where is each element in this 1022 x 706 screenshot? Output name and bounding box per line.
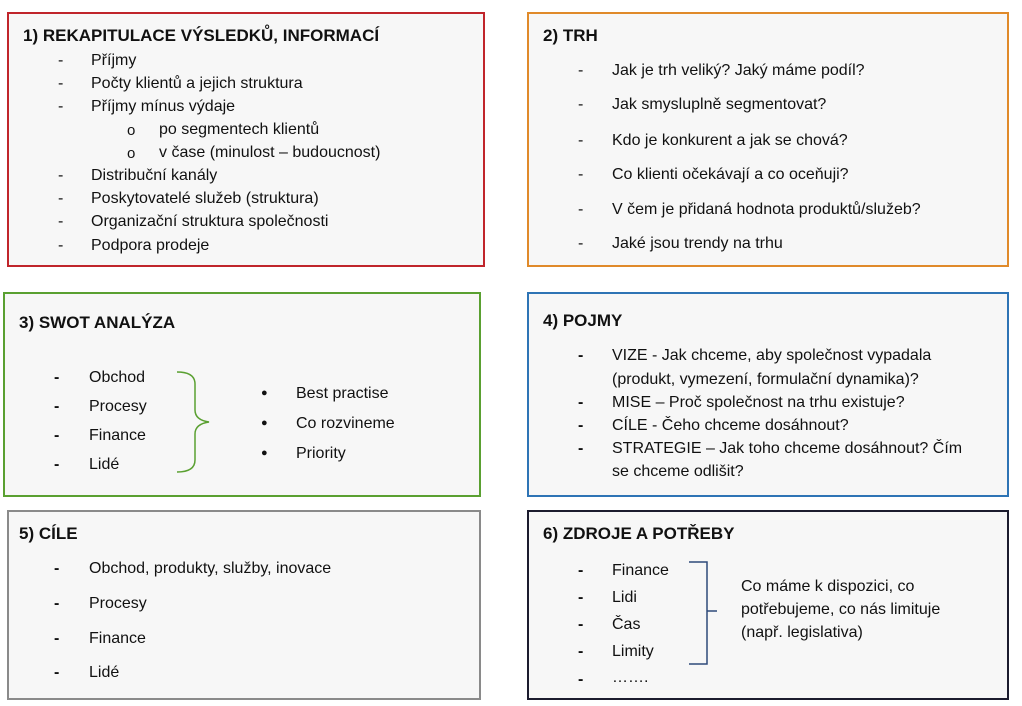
list-item: Obchod, produkty, služby, inovace xyxy=(89,560,332,577)
dash-glyph: - xyxy=(578,166,584,183)
term-line: MISE – Proč společnost na trhu existuje? xyxy=(612,394,905,411)
list-item: Příjmy mínus výdaje xyxy=(91,98,236,115)
list-item: Lidi xyxy=(612,589,637,606)
bullet-icon: ● xyxy=(261,447,268,459)
dash-glyph: - xyxy=(578,671,584,688)
dash-glyph: - xyxy=(578,616,584,633)
dash-glyph: - xyxy=(58,52,64,69)
list-item: Poskytovatelé služeb (struktura) xyxy=(91,190,319,207)
note-line: (např. legislativa) xyxy=(741,624,863,641)
list-item: Jaké jsou trendy na trhu xyxy=(612,235,783,252)
curly-brace-icon xyxy=(173,370,213,474)
dash-glyph: - xyxy=(578,132,584,149)
list-item: Obchod xyxy=(89,369,146,386)
note-line: Co máme k dispozici, co xyxy=(741,578,915,595)
list-item: Lidé xyxy=(89,456,120,473)
dash-glyph: - xyxy=(578,235,584,252)
box-title: 2) TRH xyxy=(543,26,598,45)
box-title: 5) CÍLE xyxy=(19,524,78,543)
list-item: Organizační struktura společnosti xyxy=(91,213,329,230)
dash-glyph: - xyxy=(54,456,60,473)
list-item: Jak smysluplně segmentovat? xyxy=(612,96,827,113)
dash-glyph: - xyxy=(578,643,584,660)
dash-glyph: - xyxy=(54,398,60,415)
dash-glyph: - xyxy=(54,664,60,681)
note-line: potřebujeme, co nás limituje xyxy=(741,601,941,618)
list-item: Limity xyxy=(612,643,654,660)
dash-glyph: - xyxy=(58,167,64,184)
bullet-item: Priority xyxy=(296,445,346,462)
list-item: Co klienti očekávají a co oceňuji? xyxy=(612,166,849,183)
term-line: CÍLE - Čeho chceme dosáhnout? xyxy=(612,417,849,434)
dash-glyph: - xyxy=(58,237,64,254)
box-title: 4) POJMY xyxy=(543,311,623,330)
circle-bullet-icon: o xyxy=(127,145,136,162)
box-rekapitulace xyxy=(7,12,485,267)
dash-glyph: - xyxy=(578,440,584,457)
list-item: Distribuční kanály xyxy=(91,167,218,184)
dash-glyph: - xyxy=(578,562,584,579)
list-item: Příjmy xyxy=(91,52,137,69)
sub-list-item: po segmentech klientů xyxy=(159,121,320,138)
dash-glyph: - xyxy=(54,630,60,647)
dash-glyph: - xyxy=(54,560,60,577)
list-item: Čas xyxy=(612,616,641,633)
box-cile xyxy=(7,510,481,700)
list-item: Lidé xyxy=(89,664,120,681)
list-item: Jak je trh veliký? Jaký máme podíl? xyxy=(612,62,865,79)
list-item: V čem je přidaná hodnota produktů/služeb? xyxy=(612,201,921,218)
list-item: Kdo je konkurent a jak se chová? xyxy=(612,132,848,149)
box-title: 6) ZDROJE A POTŘEBY xyxy=(543,524,735,543)
dash-glyph: - xyxy=(54,595,60,612)
box-trh xyxy=(527,12,1009,267)
dash-glyph: - xyxy=(578,589,584,606)
dash-glyph: - xyxy=(54,369,60,386)
dash-glyph: - xyxy=(578,62,584,79)
box-zdroje xyxy=(527,510,1009,700)
list-item: Finance xyxy=(89,630,146,647)
list-item: Počty klientů a jejich struktura xyxy=(91,75,303,92)
dash-glyph: - xyxy=(578,347,584,364)
box-title: 3) SWOT ANALÝZA xyxy=(19,313,176,332)
dash-glyph: - xyxy=(578,201,584,218)
list-item: Procesy xyxy=(89,595,147,612)
list-item: Podpora prodeje xyxy=(91,237,210,254)
dash-glyph: - xyxy=(578,417,584,434)
dash-glyph: - xyxy=(578,96,584,113)
list-item: Procesy xyxy=(89,398,147,415)
dash-glyph: - xyxy=(58,98,64,115)
bullet-item: Best practise xyxy=(296,385,389,402)
bullet-icon: ● xyxy=(261,417,268,429)
sub-list-item: v čase (minulost – budoucnost) xyxy=(159,144,381,161)
square-bracket-icon xyxy=(687,560,719,666)
dash-glyph: - xyxy=(578,394,584,411)
box-pojmy xyxy=(527,292,1009,497)
list-item: ……. xyxy=(612,669,649,686)
list-item: Finance xyxy=(612,562,669,579)
circle-bullet-icon: o xyxy=(127,122,136,139)
bullet-icon: ● xyxy=(261,387,268,399)
dash-glyph: - xyxy=(58,213,64,230)
dash-glyph: - xyxy=(54,427,60,444)
term-line: STRATEGIE – Jak toho chceme dosáhnout? Čím xyxy=(612,440,963,457)
box-swot xyxy=(3,292,481,497)
term-line: se chceme odlišit? xyxy=(612,463,744,480)
term-line: (produkt, vymezení, formulační dynamika)? xyxy=(612,371,919,388)
list-item: Finance xyxy=(89,427,146,444)
dash-glyph: - xyxy=(58,190,64,207)
term-line: VIZE - Jak chceme, aby společnost vypadala xyxy=(612,347,932,364)
dash-glyph: - xyxy=(58,75,64,92)
bullet-item: Co rozvineme xyxy=(296,415,395,432)
box-title: 1) REKAPITULACE VÝSLEDKŮ, INFORMACÍ xyxy=(23,26,380,45)
